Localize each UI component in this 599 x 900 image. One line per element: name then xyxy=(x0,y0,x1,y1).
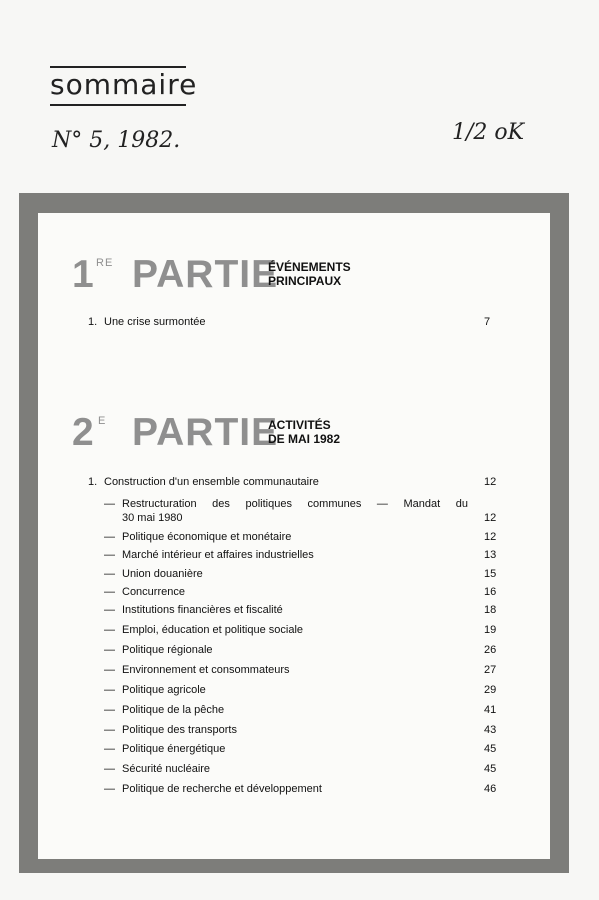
toc-dash: — xyxy=(104,604,115,616)
toc-subentry-page: 27 xyxy=(484,664,497,676)
part1-subtitle xyxy=(268,260,388,288)
toc-entry-label: Une crise surmontée xyxy=(104,316,206,328)
toc-dash: — xyxy=(104,549,115,561)
part1-number: 1 xyxy=(72,253,94,296)
part2-subtitle xyxy=(268,418,388,446)
toc-entry-number: 1. xyxy=(88,316,98,328)
toc-subentry-page: 15 xyxy=(484,568,497,580)
toc-dash: — xyxy=(104,724,115,736)
toc-subentry-label: Institutions financières et fiscalité xyxy=(122,604,283,616)
toc-subentry-page: 18 xyxy=(484,604,497,616)
toc-subentry-label: Politique de la pêche xyxy=(122,704,225,716)
toc-dash: — xyxy=(104,624,115,636)
toc-subentry-page: 12 xyxy=(484,512,497,524)
toc-dash: — xyxy=(104,704,115,716)
toc-section-label: Construction d'un ensemble communautaire xyxy=(104,476,319,488)
toc-section-number: 1. xyxy=(88,476,98,488)
toc-subentry-label: Environnement et consommateurs xyxy=(122,664,290,676)
part1-subtitle-line1: ÉVÉNEMENTS xyxy=(268,260,351,274)
part2-subtitle-line1: ACTIVITÉS xyxy=(268,418,331,432)
toc-subentry-page: 13 xyxy=(484,549,497,561)
part1-suffix: RE xyxy=(96,257,114,269)
handwritten-issue-note: N° 5, 1982. xyxy=(52,128,181,153)
part1-word: PARTIE xyxy=(132,253,279,296)
toc-subentry-page: 16 xyxy=(484,586,497,598)
toc-subentry-label: Politique des transports xyxy=(122,724,237,736)
header-rule-bottom xyxy=(50,104,186,106)
toc-dash: — xyxy=(104,531,115,543)
part2-subtitle-line2: DE MAI 1982 xyxy=(268,432,341,446)
toc-subentry-label-cont: 30 mai 1980 xyxy=(122,512,183,524)
toc-dash: — xyxy=(104,568,115,580)
toc-dash: — xyxy=(104,498,115,510)
toc-dash: — xyxy=(104,644,115,656)
toc-subentry-label: Politique énergétique xyxy=(122,743,226,755)
toc-subentry-label: Politique de recherche et développement xyxy=(122,783,322,795)
part1-subtitle-line2: PRINCIPAUX xyxy=(268,274,342,288)
toc-subentry-page: 41 xyxy=(484,704,497,716)
toc-subentry-page: 46 xyxy=(484,783,497,795)
toc-dash: — xyxy=(104,684,115,696)
toc-subentry-label: Marché intérieur et affaires industrielles xyxy=(122,549,314,561)
toc-subentry-label: Sécurité nucléaire xyxy=(122,763,211,775)
toc-dash: — xyxy=(104,586,115,598)
toc-section-page: 12 xyxy=(484,476,497,488)
toc-subentry-label: Union douanière xyxy=(122,568,203,580)
toc-subentry-label: Politique régionale xyxy=(122,644,213,656)
toc-subentry-label: Concurrence xyxy=(122,586,185,598)
toc-subentry-page: 26 xyxy=(484,644,497,656)
toc-dash: — xyxy=(104,743,115,755)
toc-subentry-page: 45 xyxy=(484,763,497,775)
toc-subentry-label: Emploi, éducation et politique sociale xyxy=(122,624,304,636)
toc-subentry-label: Politique économique et monétaire xyxy=(122,531,292,543)
toc-subentry-page: 43 xyxy=(484,724,497,736)
part2-number: 2 xyxy=(72,411,94,454)
toc-subentry-page: 29 xyxy=(484,684,497,696)
toc-entry-page: 7 xyxy=(484,316,491,328)
toc-dash: — xyxy=(104,763,115,775)
page-title: sommaire xyxy=(50,68,198,101)
toc-subentry-label: Restructuration des politiques communes — Mandat du xyxy=(122,498,468,510)
part2-suffix: E xyxy=(98,415,107,427)
handwritten-approval-note: 1/2 oK xyxy=(452,120,525,145)
part2-word: PARTIE xyxy=(132,411,279,454)
toc-subentry-page: 12 xyxy=(484,531,497,543)
toc-dash: — xyxy=(104,664,115,676)
toc-subentry-label: Politique agricole xyxy=(122,684,206,696)
toc-subentry-page: 45 xyxy=(484,743,497,755)
toc-subentry-page: 19 xyxy=(484,624,497,636)
toc-dash: — xyxy=(104,783,115,795)
